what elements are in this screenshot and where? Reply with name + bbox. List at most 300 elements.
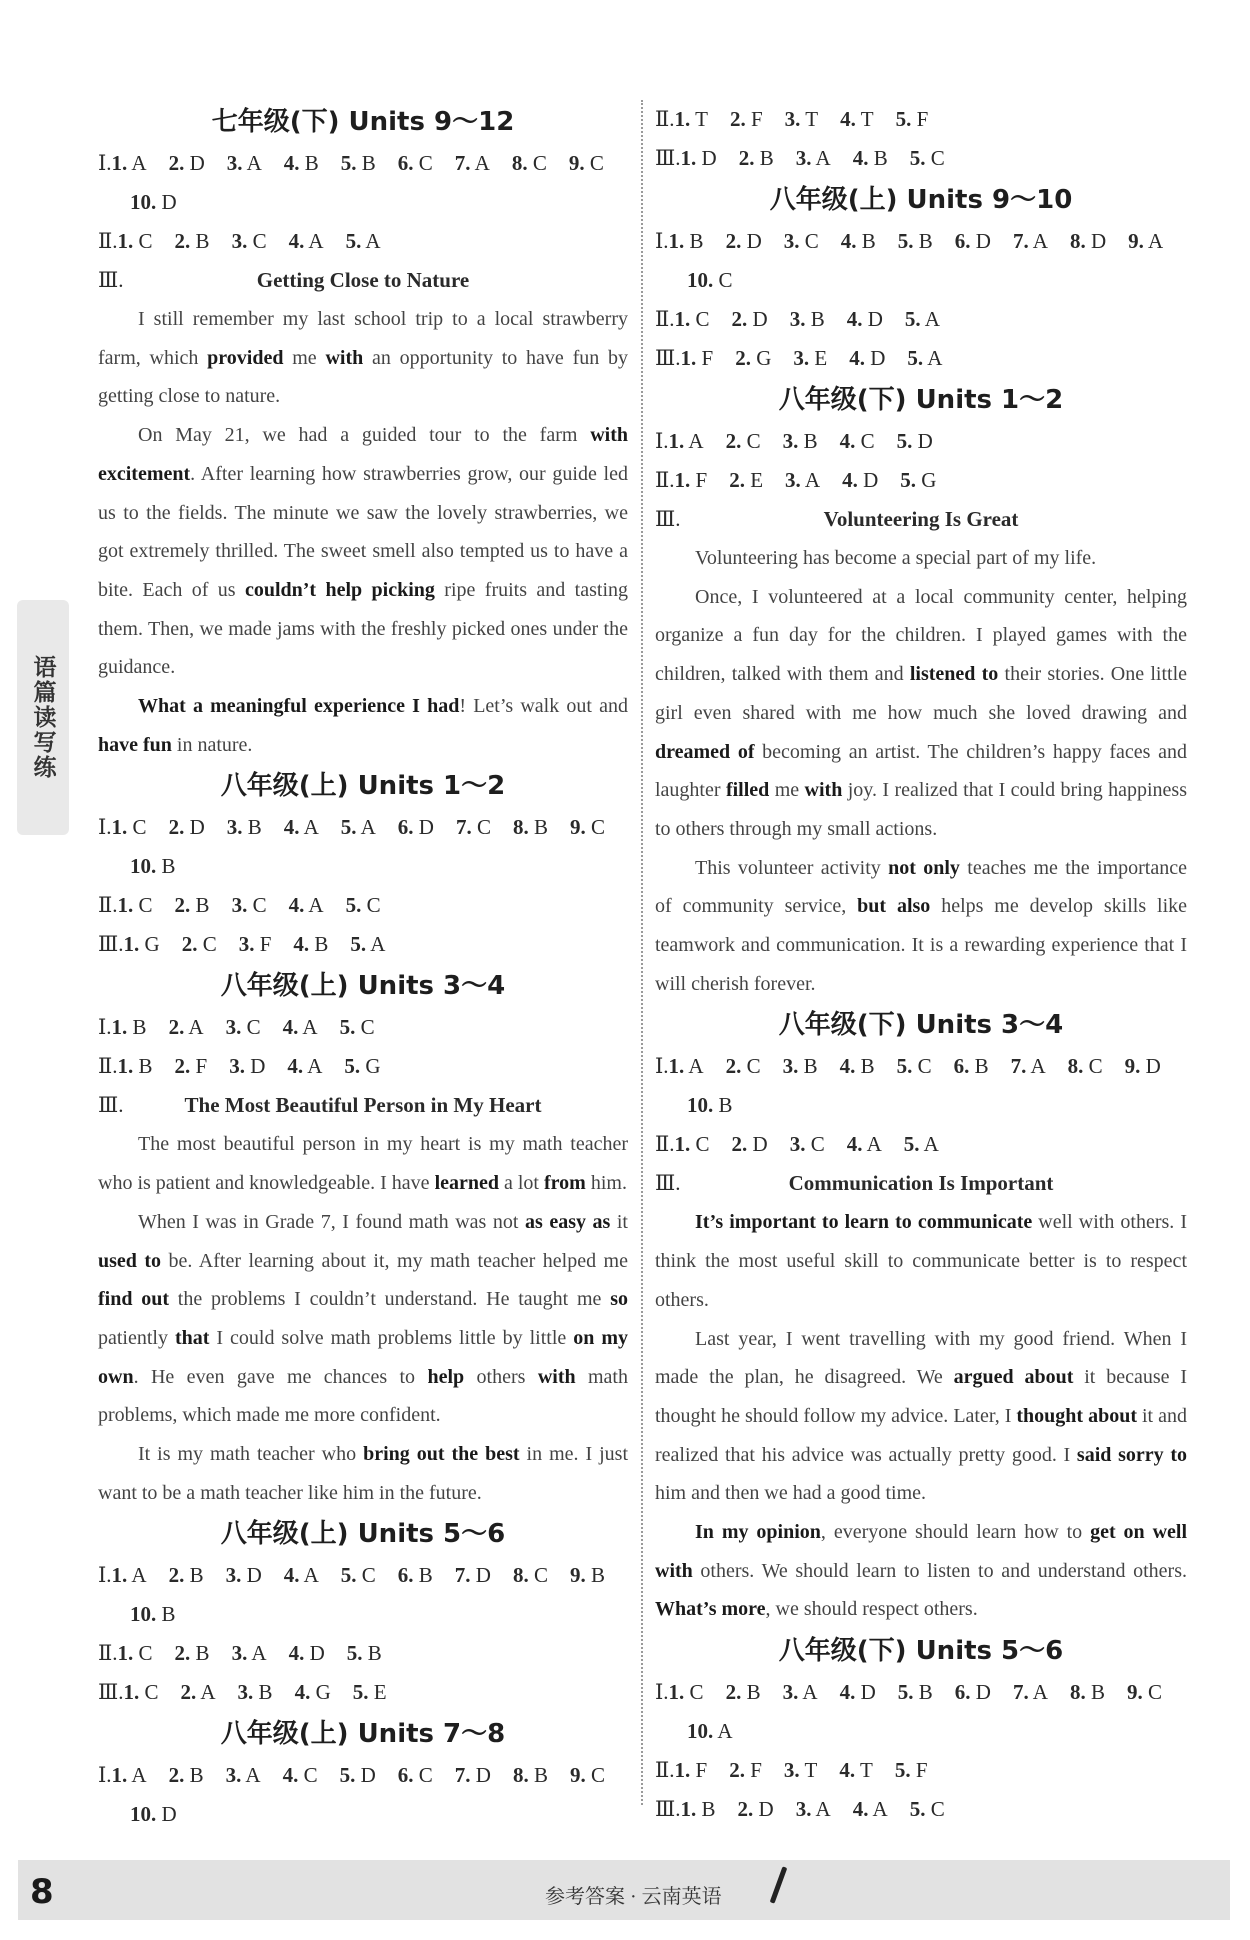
question-number: 2.	[725, 229, 742, 253]
question-number: 2.	[174, 1641, 191, 1666]
answer-item	[118, 222, 153, 261]
question-number: 4.	[282, 1763, 299, 1788]
answer-item	[669, 222, 704, 261]
answer-letter: T	[800, 107, 819, 131]
answer-letter: C	[413, 151, 433, 175]
essay-paragraph: This volunteer activity not only teaches me the importance of community service, but also helps me develop skills like teamwork and communication. It is a rewarding experience that I will cherish forever.	[655, 856, 1187, 995]
question-number: 7.	[1012, 1680, 1029, 1705]
answer-item	[346, 886, 381, 925]
roman-numeral: Ⅰ.	[98, 1763, 112, 1788]
question-number: 10.	[687, 1093, 714, 1118]
question-number: 1.	[668, 229, 685, 253]
answer-item	[1127, 1673, 1162, 1712]
roman-numeral: Ⅱ.	[98, 1641, 118, 1666]
question-number: 4.	[288, 893, 305, 918]
answer-item	[512, 144, 547, 183]
answer-letter: E	[744, 468, 764, 492]
answer-letter: A	[366, 932, 386, 957]
answer-row	[655, 300, 1187, 339]
question-number: 9.	[568, 151, 585, 175]
answer-letter: C	[925, 146, 945, 170]
answer-item	[735, 339, 771, 378]
answer-letter: B	[190, 1641, 210, 1666]
question-number: 1.	[674, 1758, 691, 1783]
answer-item	[840, 1673, 876, 1712]
answer-item	[169, 144, 205, 183]
essay-body	[98, 300, 628, 764]
answer-item	[955, 1673, 991, 1712]
essay-paragraph: The most beautiful person in my heart is my math teacher who is patient and knowledgeable. I have learned a lot from him.	[98, 1133, 628, 1195]
answer-item	[284, 1556, 319, 1595]
question-number: 4.	[852, 146, 869, 170]
section-title: 八年级(上) Units 3～4	[220, 971, 506, 1002]
answer-item	[849, 339, 885, 378]
answer-item	[130, 1595, 176, 1634]
answer-letter: T	[855, 107, 874, 131]
answer-letter: D	[470, 1563, 491, 1588]
answer-item	[842, 461, 878, 500]
answer-item	[570, 1556, 605, 1595]
essay-paragraph: Once, I volunteered at a local community center, helping organize a fun day for the children. I played games with the children, talked with them and listened to their stories. One little girl even shared with me how much she loved drawing and dreamed of becoming an artist. The children’s happy faces and laughter filled me with joy. I realized that I could bring happiness to others through my small actions.	[655, 585, 1187, 840]
answer-item	[181, 1673, 216, 1712]
answer-row	[655, 1086, 1187, 1125]
answer-letter: D	[1140, 1054, 1161, 1079]
answer-letter: B	[855, 1054, 875, 1079]
side-tab-label: 语篇读写练	[29, 655, 56, 780]
answer-letter: A	[798, 1680, 818, 1705]
answer-item	[175, 222, 210, 261]
answer-item	[341, 144, 376, 183]
section-title: 七年级(下) Units 9～12	[211, 107, 515, 137]
answer-letter: B	[798, 429, 818, 453]
question-number: 3.	[785, 468, 801, 492]
answer-item	[112, 1556, 147, 1595]
answer-letter: E	[368, 1680, 387, 1705]
question-number: 4.	[283, 1563, 300, 1588]
question-number: 2.	[731, 1132, 748, 1157]
question-number: 7.	[454, 1563, 471, 1588]
answer-letter: B	[413, 1563, 433, 1588]
question-number: 2.	[738, 146, 755, 170]
question-number: 2.	[174, 1054, 191, 1079]
question-number: 5.	[339, 1015, 356, 1040]
answer-item	[130, 847, 176, 886]
question-number: 5.	[345, 229, 362, 253]
answer-letter: C	[805, 1132, 825, 1157]
answer-letter: B	[528, 1763, 548, 1788]
answer-item	[124, 925, 160, 964]
answer-item	[675, 1125, 710, 1164]
question-number: 1.	[680, 346, 697, 370]
answer-row	[98, 144, 628, 183]
question-number: 2.	[729, 107, 746, 131]
answer-item	[675, 461, 708, 500]
answer-item	[124, 1673, 159, 1712]
answer-letter: D	[470, 1763, 491, 1788]
question-number: 2.	[725, 429, 742, 453]
essay-roman: Ⅲ.	[98, 268, 124, 292]
question-number: 5.	[896, 429, 913, 453]
answer-item	[340, 1008, 375, 1047]
question-number: 2.	[180, 1680, 197, 1705]
answer-item	[283, 1756, 318, 1795]
answer-row	[655, 222, 1187, 261]
answer-item	[284, 144, 319, 183]
answer-item	[732, 1125, 768, 1164]
answer-item	[569, 144, 604, 183]
answer-item	[726, 1047, 761, 1086]
question-number: 3.	[782, 429, 799, 453]
answer-item	[283, 1008, 318, 1047]
answer-letter: C	[139, 1680, 159, 1705]
answer-letter: F	[190, 1054, 208, 1079]
roman-numeral: Ⅱ.	[98, 229, 118, 253]
answer-letter: B	[133, 1054, 153, 1079]
answer-item	[398, 808, 434, 847]
answer-row	[655, 461, 1187, 500]
answer-letter: C	[1083, 1054, 1103, 1079]
question-number: 5.	[346, 1641, 363, 1666]
section-grade8a-units5-6	[98, 1512, 628, 1712]
answer-item	[350, 925, 385, 964]
question-number: 4.	[849, 346, 865, 370]
answer-letter: C	[298, 1763, 318, 1788]
answer-item	[295, 1673, 331, 1712]
question-number: 2.	[731, 307, 748, 331]
answer-letter: C	[247, 893, 267, 918]
question-number: 1.	[111, 151, 128, 175]
question-number: 3.	[225, 1015, 242, 1040]
answer-item	[455, 1556, 491, 1595]
answer-item	[169, 1556, 204, 1595]
answer-letter: D	[413, 815, 434, 840]
question-number: 2.	[174, 229, 191, 253]
question-number: 4.	[288, 1641, 305, 1666]
answer-letter: B	[156, 1602, 176, 1627]
question-number: 3.	[237, 1680, 254, 1705]
answer-item	[897, 422, 933, 461]
answer-letter: G	[915, 468, 937, 492]
question-number: 3.	[795, 146, 812, 170]
answer-letter: A	[919, 1132, 939, 1157]
answer-letter: A	[1026, 1054, 1046, 1079]
essay-heading	[98, 1086, 628, 1125]
question-number: 3.	[225, 1763, 242, 1788]
roman-numeral: Ⅰ.	[655, 1680, 669, 1705]
answer-letter: A	[1143, 229, 1164, 253]
answer-letter: D	[696, 146, 717, 170]
answer-row	[98, 1634, 628, 1673]
answer-item	[681, 139, 717, 178]
question-number: 4.	[842, 468, 858, 492]
answer-item	[1128, 222, 1163, 261]
answer-letter: A	[470, 151, 490, 175]
question-number: 4.	[839, 1758, 856, 1783]
roman-numeral: Ⅱ.	[655, 107, 675, 131]
answer-item	[681, 339, 714, 378]
question-number: 8.	[1067, 1054, 1084, 1079]
question-number: 7.	[454, 1763, 471, 1788]
answer-letter: C	[355, 1015, 375, 1040]
answer-letter: D	[862, 307, 883, 331]
question-number: 5.	[896, 1054, 913, 1079]
answer-letter: A	[184, 1015, 204, 1040]
answer-item	[841, 222, 876, 261]
answer-letter: E	[809, 346, 828, 370]
answer-letter: C	[912, 1054, 932, 1079]
column-divider	[641, 100, 643, 1805]
question-number: 4.	[846, 307, 863, 331]
answer-letter: C	[799, 229, 819, 253]
answer-letter: A	[713, 1719, 733, 1744]
question-number: 1.	[674, 468, 691, 492]
section-grade8a-units1-2	[98, 764, 628, 964]
page-number: 8	[30, 1872, 54, 1912]
question-number: 2.	[168, 815, 185, 840]
roman-numeral: Ⅰ.	[655, 1054, 669, 1079]
answer-item	[1013, 222, 1048, 261]
question-number: 3.	[231, 893, 248, 918]
answer-letter: B	[309, 932, 329, 957]
section-grade8b-units3-4	[655, 1003, 1187, 1629]
answer-letter: B	[585, 1563, 605, 1588]
question-number: 3.	[782, 1054, 799, 1079]
answer-letter: T	[799, 1758, 818, 1783]
answer-item	[796, 1790, 831, 1829]
essay-paragraph: I still remember my last school trip to a local strawberry farm, which provided me with an opportunity to have fun by getting close to nature.	[98, 308, 628, 408]
answer-letter: D	[747, 1132, 768, 1157]
answer-row	[98, 1756, 628, 1795]
footer-title: 参考答案 · 云南英语	[545, 1886, 722, 1908]
answer-row	[655, 261, 1187, 300]
answer-letter: C	[413, 1763, 433, 1788]
answer-letter: A	[247, 1641, 267, 1666]
essay-heading	[655, 1164, 1187, 1203]
answer-letter: G	[360, 1054, 381, 1079]
answer-item	[182, 925, 217, 964]
answer-letter: C	[361, 893, 381, 918]
question-number: 8.	[1069, 1680, 1086, 1705]
answer-item	[112, 1756, 147, 1795]
answer-item	[847, 300, 883, 339]
answer-item	[232, 886, 267, 925]
answer-item	[904, 1125, 939, 1164]
section-grade8b-units1-2	[655, 378, 1187, 1003]
roman-numeral: Ⅰ.	[655, 229, 669, 253]
answer-letter: D	[747, 307, 768, 331]
answer-letter: D	[184, 151, 205, 175]
answer-letter: B	[242, 815, 262, 840]
answer-letter: A	[298, 1015, 318, 1040]
answer-letter: B	[868, 146, 888, 170]
section-title: 八年级(上) Units 7～8	[220, 1719, 506, 1750]
question-number: 1.	[111, 1763, 128, 1788]
answer-item	[226, 1756, 261, 1795]
question-number: 8.	[512, 1763, 529, 1788]
question-number: 4.	[839, 429, 856, 453]
essay-paragraph: It is my math teacher who bring out the best in me. I just want to be a math teacher like him in the future.	[98, 1443, 628, 1504]
answer-item	[729, 1751, 762, 1790]
answer-item	[341, 808, 376, 847]
answer-letter: A	[1028, 1680, 1048, 1705]
answer-item	[287, 1047, 322, 1086]
question-number: 4.	[846, 1132, 863, 1157]
question-number: 6.	[954, 1680, 971, 1705]
question-number: 4.	[288, 229, 305, 253]
question-number: 5.	[897, 229, 914, 253]
answer-letter: A	[1028, 229, 1048, 253]
answer-row	[98, 1595, 628, 1634]
essay-paragraph: On May 21, we had a guided tour to the farm with excitement. After learning how strawberries grow, our guide led us to the fields. The minute we saw the lovely strawberries, we got extremely thrilled. The sweet smell also tempted us to have a bite. Each of us couldn’t help picking ripe fruits and tasting them. Then, we made jams with the freshly picked ones under the guidance.	[98, 424, 628, 679]
question-number: 1.	[668, 1054, 685, 1079]
question-number: 2.	[168, 151, 185, 175]
answer-item	[730, 100, 763, 139]
section-title: 八年级(下) Units 5～6	[778, 1636, 1064, 1667]
section-grade8a-units7-8-continued	[655, 100, 1187, 178]
answer-row	[655, 339, 1187, 378]
answer-letter: D	[753, 1797, 774, 1822]
question-number: 3.	[783, 229, 800, 253]
answer-letter: B	[184, 1763, 204, 1788]
answer-letter: C	[471, 815, 491, 840]
answer-item	[293, 925, 328, 964]
question-number: 2.	[729, 1758, 745, 1783]
answer-item	[907, 339, 942, 378]
question-number: 8.	[512, 815, 529, 840]
answer-row	[98, 1047, 628, 1086]
answer-letter: C	[241, 1015, 261, 1040]
answer-item	[790, 1125, 825, 1164]
answer-letter: C	[133, 1641, 153, 1666]
answer-letter: D	[864, 346, 886, 370]
question-number: 9.	[1124, 1054, 1141, 1079]
answer-item	[783, 1047, 818, 1086]
answer-item	[738, 1790, 774, 1829]
roman-numeral: Ⅱ.	[655, 1132, 675, 1157]
question-number: 1.	[111, 1015, 128, 1040]
answer-letter: C	[528, 1563, 548, 1588]
answer-item	[456, 808, 491, 847]
answer-item	[118, 886, 153, 925]
answer-item	[232, 222, 267, 261]
section-title: 八年级(上) Units 5～6	[220, 1519, 506, 1550]
question-number: 5.	[350, 932, 367, 957]
answer-letter: D	[855, 1680, 876, 1705]
question-number: 4.	[293, 932, 310, 957]
answer-letter: D	[156, 1802, 177, 1827]
answer-letter: B	[127, 1015, 147, 1040]
answer-item	[175, 1047, 208, 1086]
roman-numeral: Ⅲ.	[655, 346, 681, 370]
answer-letter: B	[713, 1093, 733, 1118]
answer-letter: A	[811, 146, 831, 170]
answer-item	[346, 222, 381, 261]
answer-item	[847, 1125, 882, 1164]
answer-item	[227, 808, 262, 847]
question-number: 4.	[283, 815, 300, 840]
question-number: 4.	[839, 1680, 856, 1705]
answer-item	[687, 1086, 733, 1125]
question-number: 1.	[680, 146, 697, 170]
answer-letter: C	[197, 932, 217, 957]
answer-item	[687, 1712, 733, 1751]
answer-letter: D	[244, 1054, 266, 1079]
answer-letter: C	[741, 429, 761, 453]
answer-item	[344, 1047, 380, 1086]
answer-letter: C	[247, 229, 267, 253]
answer-item	[570, 808, 605, 847]
roman-numeral: Ⅰ.	[98, 1563, 112, 1588]
answer-item	[897, 1047, 932, 1086]
answer-letter: C	[690, 307, 710, 331]
roman-numeral: Ⅱ.	[98, 1054, 118, 1079]
question-number: 1.	[117, 229, 134, 253]
answer-item	[726, 222, 762, 261]
answer-row	[98, 1556, 628, 1595]
answer-item	[793, 339, 827, 378]
answer-item	[895, 1751, 928, 1790]
question-number: 10.	[130, 1602, 157, 1627]
answer-item	[954, 1047, 989, 1086]
answer-letter: A	[196, 1680, 216, 1705]
question-number: 2.	[174, 893, 191, 918]
answer-letter: C	[925, 1797, 945, 1822]
essay-roman: Ⅲ.	[655, 1171, 681, 1196]
answer-letter: A	[356, 815, 376, 840]
question-number: 8.	[1069, 229, 1086, 253]
question-number: 5.	[339, 1763, 356, 1788]
question-number: 1.	[117, 1641, 134, 1666]
answer-item	[790, 300, 825, 339]
answer-letter: A	[127, 1763, 147, 1788]
question-number: 5.	[340, 151, 357, 175]
roman-numeral: Ⅱ.	[98, 893, 118, 918]
answer-letter: A	[127, 151, 147, 175]
answer-item	[226, 1008, 261, 1047]
answer-row	[655, 422, 1187, 461]
answer-letter: A	[868, 1797, 888, 1822]
answer-item	[130, 183, 177, 222]
question-number: 2.	[729, 468, 745, 492]
essay-title: The Most Beautiful Person in My Heart	[184, 1093, 542, 1118]
answer-letter: C	[690, 1132, 710, 1157]
question-number: 7.	[1012, 229, 1029, 253]
question-number: 7.	[454, 151, 471, 175]
essay-roman: Ⅲ.	[98, 1093, 124, 1118]
answer-letter: D	[156, 190, 177, 214]
answer-letter: B	[913, 1680, 933, 1705]
answer-item	[118, 1047, 153, 1086]
answer-item	[840, 100, 873, 139]
answer-letter: G	[139, 932, 160, 957]
question-number: 4.	[839, 1054, 856, 1079]
answer-letter: A	[304, 229, 324, 253]
question-number: 9.	[1126, 1680, 1143, 1705]
answer-row	[98, 808, 628, 847]
answer-item	[910, 1790, 945, 1829]
answer-letter: F	[911, 107, 929, 131]
question-number: 2.	[168, 1763, 185, 1788]
answer-item	[785, 100, 818, 139]
question-number: 5.	[904, 307, 921, 331]
question-number: 2.	[168, 1015, 185, 1040]
answer-letter: A	[684, 1054, 704, 1079]
answer-letter: F	[910, 1758, 928, 1783]
answer-letter: C	[356, 1563, 376, 1588]
question-number: 5.	[340, 1563, 357, 1588]
question-number: 9.	[569, 815, 586, 840]
essay-roman: Ⅲ.	[655, 507, 681, 531]
